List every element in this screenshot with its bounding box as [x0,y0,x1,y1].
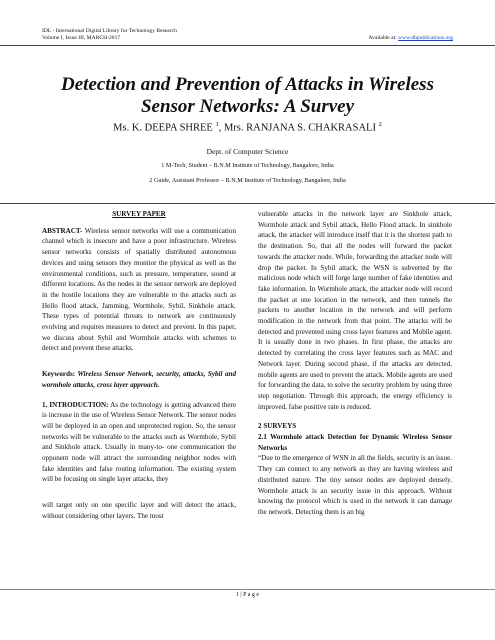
body-divider [0,203,495,204]
wormhole-paragraph: “Due to the emergence of WSN in all the fields, security is an issue. They can connect to any network as they are having wireless and distributed nature. The tiny sensor nodes are deployed densely. Wormhole attack is an security issue in this approach. Without knowing the protocol which is used in the network it can damage the network. Detecting them is an big [258,454,452,516]
introduction-label: 1. INTRODUCTION: [42,400,109,409]
paper-title [0,74,495,118]
author-1: Ms. K. DEEPA SHREE [113,122,216,134]
affiliation-1: 1 M-Tech, Student – B.N.M Institute of Technology, Bangalore, India [161,162,334,169]
availability-label: Available at: [368,35,399,41]
attacks-paragraph: vulnerable attacks in the network layer are Sinkhole attack, Wormhole attack and Sybil attack, Hello Flood attack. In sinkhole attack, the attacker will introduce itself that it is the shortest path to the destination. So, that all the nodes will forward the packet towards the attacker node. While, forwarding the attacker node will drop the packet. In Sybil attack, the WSN is subverted by the malicious node which will forge large number of fake identities and fake information. In Wormhole attack, the attacker node will record the packet at one location in the network, and then tunnels the packets to another location in the network and will perform modification in the network from that point. The attacks will be detected and prevented using cross layer features and Mobile agent. It is usually done in two phases. In first phase, the attacks are detected by correlating the cross layer features such as MAC and Network layer. During second phase, if the attacks are detected, mobile agents are used to prevent the attack. Mobile agents are used for forwarding the data, to solve the security problem by using three step negotiation. Through this approach, the energy efficiency is improved, false positive rate is reduced. [258,210,452,411]
author-2: Mrs. RANJANA S. CHAKRASALI [223,122,379,134]
publisher-link[interactable]: www.dbpublications.org [398,35,453,41]
journal-volume: Volume I, Issue III, MARCH-2017 [42,35,121,41]
page-label: | P a g e [238,592,260,598]
abstract [42,226,236,354]
affiliation-2: 2 Guide, Assistant Professor – B.N.M Institute of Technology, Bangalore, India [149,177,346,184]
header-divider [0,45,495,46]
author-separator: , [218,122,224,134]
subsection-heading-wormhole: 2.1 Wormhole attack Detection for Dynamic Wireless Sensor Networks [258,433,452,452]
department: Dept. of Computer Science [206,147,289,156]
right-column [258,209,452,518]
keywords-label: Keywords: [42,370,76,379]
left-column [42,209,236,522]
keywords [42,369,236,390]
journal-name: IDL - International Digital Library for Technology Research [42,28,177,34]
author-1-marker: 1 [215,121,219,128]
page-number: 1 [235,592,239,598]
journal-header [42,28,177,42]
paper-title-line2: Sensor Networks: A Survey [140,96,355,117]
introduction-text: As the technology is getting advanced there is increase in the use of Wireless Sensor Network. The sensor nodes will be deployed in an open and unprotected region. So, the sensor networks will be vulnerable to the attacks such as Wormhole, Sybil and Sinkhole attack. Usually in many-to- one communication the opponent node will attract the surrounding neighbor nodes with fake identities and false routing information. The existing system will be focusing on single layer attacks, they [42,400,237,484]
abstract-label: ABSTRACT- [42,226,83,235]
introduction [42,400,236,486]
author-2-marker: 2 [378,121,382,128]
abstract-text: Wireless sensor networks will use a communication channel which is insecure and have a poor infrastructure. Wireless sensor networks consists of spatially distributed autonomous devices and using sensors they monitor the physical as well as the environmental conditions, such as pressure, temperature, sound at different locations. As the nodes in the sensor network are deployed in the hostile locations they are vulnerable to the attacks such as Hello flood attack, Jamming, Wormhole, Sybil, Sinkhole attack. These types of potential threats to network are continuously evolving and requires measures to detect and prevent. In this paper, we discuss about Sybil and Wormhole attacks with schemes to detect and prevent these attacks. [42,226,236,353]
footer-divider [0,589,495,590]
section-heading-survey-paper: SURVEY PAPER [112,210,166,218]
availability-note [368,35,453,42]
keywords-text: Wireless Sensor Network, security, attacks, Sybil and wormhole attacks, cross layer approach. [42,370,236,389]
section-heading-surveys: 2 SURVEYS [258,422,297,431]
author-list [0,121,495,134]
page-footer [0,592,495,598]
paper-title-line1: Detection and Prevention of Attacks in Wireless [61,74,434,95]
introduction-continued: will target only on one specific layer and will detect the attack, without considering other layers. The most [42,501,236,520]
